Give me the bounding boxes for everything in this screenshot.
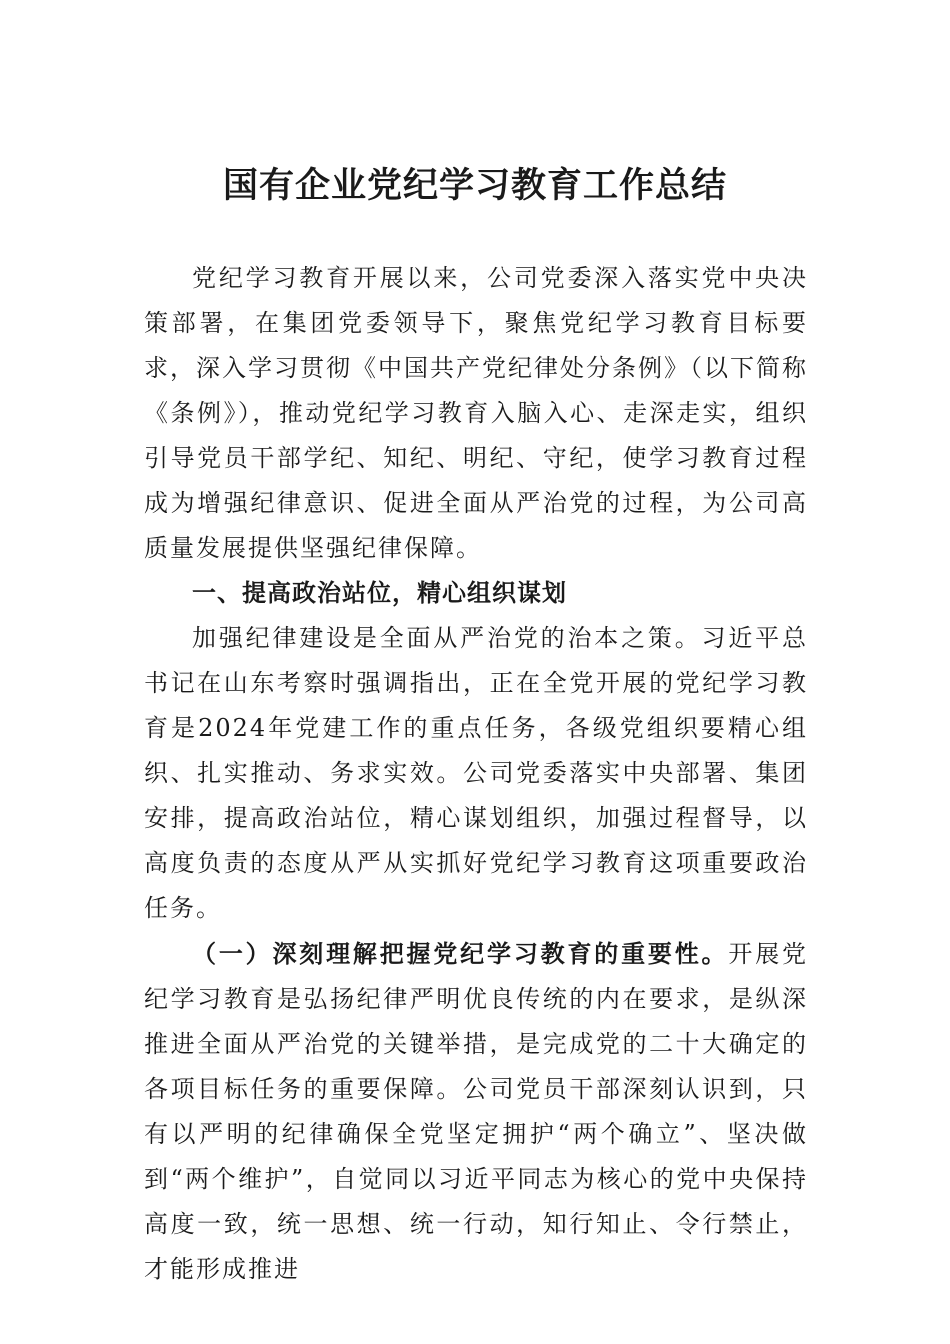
item-1-heading: （一）深刻理解把握党纪学习教育的重要性。 (192, 939, 729, 968)
document-title: 国有企业党纪学习教育工作总结 (222, 165, 727, 206)
item-1-text: 开展党纪学习教育是弘扬纪律严明优良传统的内在要求，是纵深推进全面从严治党的关键举措，是完成党的二十大确定的各项目标任务的重要保障。公司党员干部深刻认识到，只有以严明的纪律确保全党坚定拥护“两个确立”、坚决做到“两个维护”，自觉同以习近平同志为核心的党中央保持高度一致，统一思想、统一行动，知行知止、令行禁止，才能形成推进 (144, 940, 809, 1283)
document-body (144, 256, 808, 1292)
section-1-paragraph: 加强纪律建设是全面从严治党的治本之策。习近平总书记在山东考察时强调指出，正在全党开展的党纪学习教育是2024年党建工作的重点任务，各级党组织要精心组织、扎实推动、务求实效。公司党委落实中央部署、集团安排，提高政治站位，精心谋划组织，加强过程督导，以高度负责的态度从严从实抓好党纪学习教育这项重要政治任务。 (144, 624, 808, 922)
intro-paragraph: 党纪学习教育开展以来，公司党委深入落实党中央决策部署，在集团党委领导下，聚焦党纪学习教育目标要求，深入学习贯彻《中国共产党纪律处分条例》（以下简称《条例》），推动党纪学习教育入脑入心、走深走实，组织引导党员干部学纪、知纪、明纪、守纪，使学习教育过程成为增强纪律意识、促进全面从严治党的过程，为公司高质量发展提供坚强纪律保障。 (144, 264, 808, 562)
section-1-heading: 一、提高政治站位，精心组织谋划 (192, 579, 567, 607)
item-1-paragraph (144, 931, 808, 1292)
